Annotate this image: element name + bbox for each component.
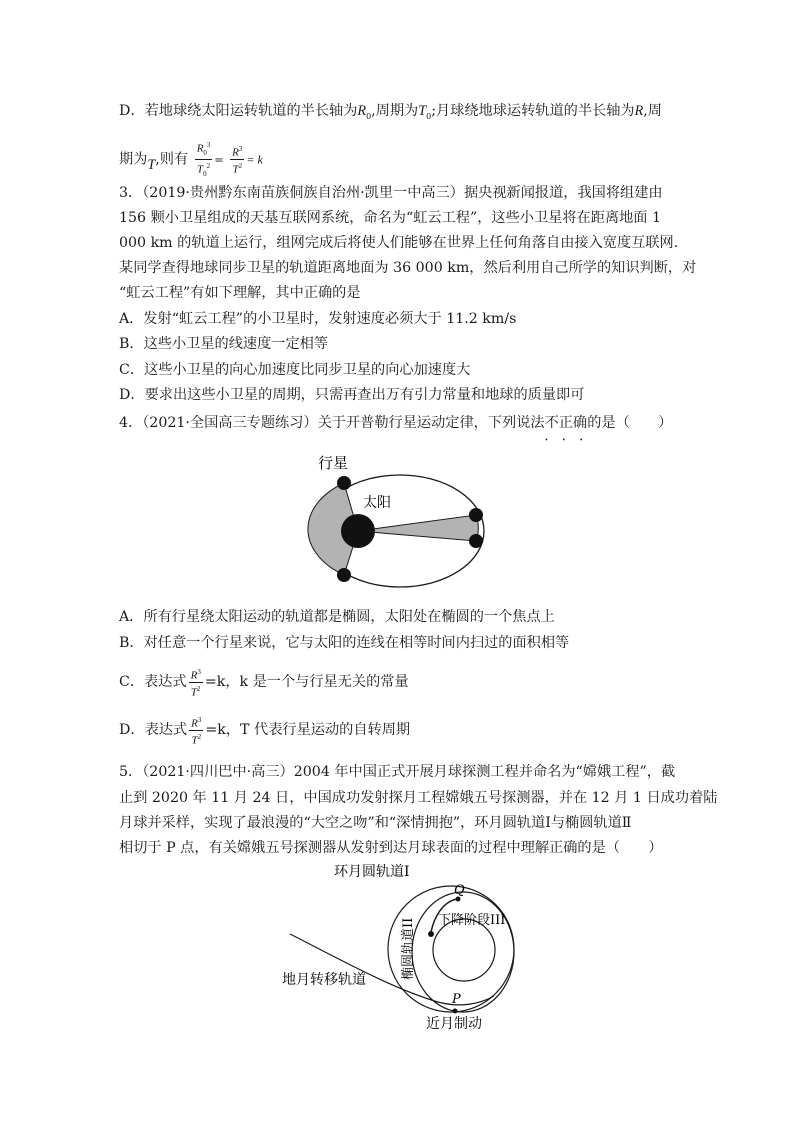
text: C．表达式 [119,674,187,690]
sup: 3 [197,667,201,676]
q2-option-d-line1 [119,101,662,127]
lunar-orbit-diagram [270,858,530,1038]
q4-option-d[interactable] [119,712,410,748]
num: R [191,717,198,730]
kepler-orbit-diagram [300,447,500,597]
sup: 3 [238,145,243,154]
q3-stem-line: 某同学查得地球同步卫星的轨道距离地面为 36 000 km，然后利用自己所学的知识判断，对 [119,260,697,276]
text: ,周 [643,103,662,119]
q3-option-c[interactable]: C．这些小卫星的向心加速度比同步卫星的向心加速度大 [119,362,471,378]
planet-icon [469,508,483,522]
planet-icon [337,568,351,582]
label-braking: 近月制动 [426,1016,482,1032]
q3-option-d[interactable]: D．要求出这些小卫星的周期，只需再查出万有引力常量和地球的质量即可 [119,387,585,403]
q3-stem-line: “虹云工程”有如下理解，其中正确的是 [119,285,361,301]
q5-stem-line: 月球并采样，实现了最浪漫的“大空之吻”和“深情拥抱”，环月圆轨道Ⅰ与椭圆轨道Ⅱ [119,815,632,831]
var-r: R [634,103,644,119]
sub: 0 [203,169,207,178]
q3-stem-line: 156 颗小卫星组成的天基互联网系统，命名为“虹云工程”，这些小卫星将在距离地面 1 [119,210,662,226]
q3-option-a[interactable]: A．发射“虹云工程”的小卫星时，发射速度必须大于 11.2 km/s [119,311,517,327]
q4-option-b[interactable]: B．对任意一个行星来说，它与太阳的连线在相等时间内扫过的面积相等 [119,635,570,651]
label-elliptical-orbit: 椭圆轨道II [401,917,416,980]
text: 的是（ ） [587,415,673,431]
den: T [190,686,198,699]
elliptical-orbit-ii [412,892,514,1012]
text: ,周期为 [371,103,419,119]
text: D．表达式 [119,722,188,738]
kepler-fraction-right [230,143,244,175]
q4-option-a[interactable]: A．所有行星绕太阳运动的轨道都是椭圆，太阳处在椭圆的一个焦点上 [119,609,555,625]
sub: 0 [366,111,372,121]
swept-area-right [358,515,478,541]
sup: 2 [197,732,202,741]
num: R [190,669,198,682]
point-p [453,1009,458,1014]
label-transfer-orbit: 地月转移轨道 [282,972,366,988]
kepler-fraction-left [195,139,213,180]
sup: 2 [238,161,243,170]
q4-option-c[interactable] [119,664,409,700]
text: ;月球绕地球运转轨道的半长轴为 [431,103,635,119]
sup: 2 [197,684,201,693]
label-p: P [452,992,461,1007]
sub: 0 [426,111,432,121]
q2-option-d-line2 [119,139,263,180]
landing-point [428,931,434,937]
label-descent: 下降阶段III [438,913,506,928]
sun-icon [341,514,375,548]
equals-k: = k [246,152,263,167]
text: ,则有 [155,151,189,168]
den: T [191,734,198,747]
q4-stem [119,413,672,433]
var-t0: T [418,103,427,119]
q5-stem-line: 5．（2021·四川巴中·高三）2004 年中国正式开展月球探测工程并命名为“嫦娥工程”，截 [119,764,676,780]
den: T [196,163,204,176]
planet-icon [337,476,351,490]
var-r0: R [357,103,367,119]
num: R [196,142,204,155]
planet-icon [469,534,483,548]
label-q: Q [454,883,465,898]
kepler-fraction [189,666,203,698]
text: 期为 [119,151,148,168]
sub: 0 [203,148,207,157]
sup: 3 [197,715,202,724]
q5-stem-line: 相切于 P 点，有关嫦娥五号探测器从发射到达月球表面的过程中理解正确的是（ ） [119,840,663,856]
moon-circle [433,919,495,981]
q5-stem-line: 止到 2020 年 11 月 24 日，中国成功发射探月工程嫦娥五号探测器，并在 12 月 1 日成功着陆 [119,790,718,806]
label-sun: 太阳 [363,495,391,511]
label-planet: 行星 [318,454,349,472]
kepler-fraction [189,714,203,746]
q3-option-b[interactable]: B．这些小卫星的线速度一定相等 [119,336,329,352]
num: R [232,146,239,159]
text: =k，k 是一个与行星无关的常量 [204,674,409,690]
equals: = [214,153,224,167]
emphasis-dots-text: 不正确 • • • [545,415,588,431]
text: D．若地球绕太阳运转轨道的半长轴为 [119,103,358,119]
den: T [232,163,239,176]
sup: 2 [206,161,211,170]
var-t: T [147,157,156,174]
text: =k，T 代表行星运动的自转周期 [205,722,411,738]
q3-stem-line: 3．（2019·贵州黔东南苗族侗族自治州·凯里一中高三）据央视新闻报道，我国将组建由 [119,185,663,201]
text: 4．（2021·全国高三专题练习）关于开普勒行星运动定律，下列说法 [119,415,545,431]
q3-stem-line: 000 km 的轨道上运行，组网完成后将使人们能够在世界上任何角落自由接入宽度互联网. [119,235,679,251]
sup: 3 [206,141,211,149]
label-circular-orbit: 环月圆轨道I [334,864,410,880]
